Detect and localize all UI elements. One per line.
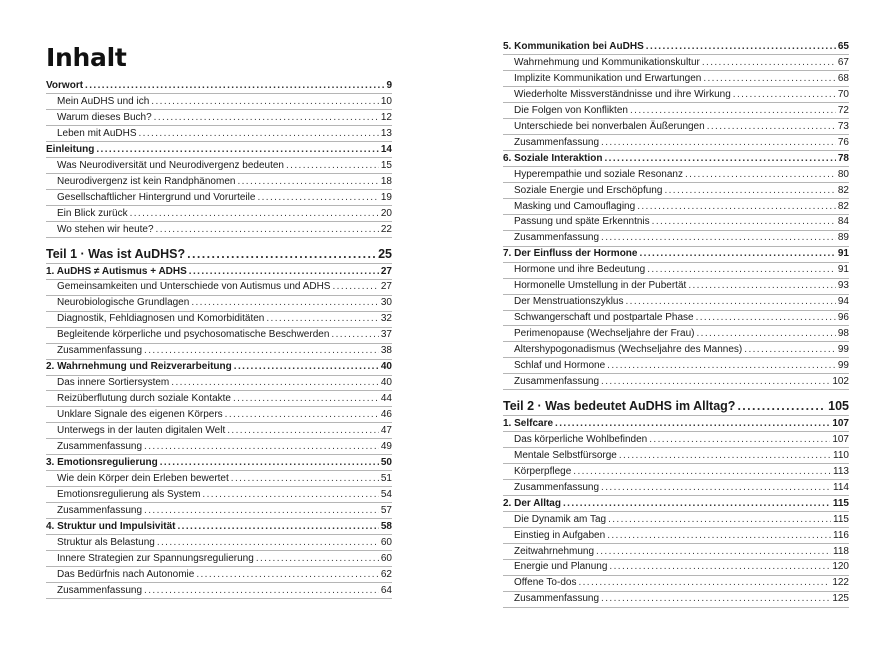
toc-entry-sub xyxy=(46,568,392,582)
toc-entry-chapter xyxy=(503,247,849,261)
dot-leader xyxy=(144,584,379,598)
toc-entry-sub xyxy=(503,136,849,150)
toc-entry-page-number: 20 xyxy=(380,207,392,219)
toc-entry-part xyxy=(503,398,849,414)
toc-entry-label: Einstieg in Aufgaben xyxy=(514,529,606,541)
dot-leader xyxy=(225,408,379,422)
toc-entry-sub xyxy=(46,408,392,422)
toc-entry-part xyxy=(46,246,392,262)
toc-entry-label: Emotionsregulierung als System xyxy=(57,488,201,500)
toc-entry-sub xyxy=(503,529,849,543)
dot-leader xyxy=(234,360,379,374)
dot-leader xyxy=(625,295,835,309)
toc-entry-page-number: 51 xyxy=(380,472,392,484)
toc-entry-sub xyxy=(503,327,849,341)
toc-entry-label: Offene To-dos xyxy=(514,577,577,589)
toc-entry-sub xyxy=(503,184,849,198)
toc-entry-sub xyxy=(503,104,849,118)
toc-entry-sub xyxy=(46,312,392,326)
toc-entry-label: Reizüberflutung durch soziale Kontakte xyxy=(57,393,231,405)
toc-entry-page-number: 76 xyxy=(837,136,849,148)
toc-entry-chapter xyxy=(503,40,849,54)
dot-leader xyxy=(202,488,378,502)
toc-entry-page-number: 99 xyxy=(837,360,849,371)
toc-entry-label: Zusammenfassung xyxy=(57,504,143,516)
toc-entry-sub xyxy=(503,72,849,86)
toc-entry-sub xyxy=(46,223,392,237)
dot-leader xyxy=(647,263,836,277)
toc-entry-label: Hyperempathie und soziale Resonanz xyxy=(514,168,683,180)
toc-entry-page-number: 91 xyxy=(837,248,849,260)
dot-leader xyxy=(144,504,379,518)
toc-entry-page-number: 58 xyxy=(380,520,392,532)
toc-entry-label: Innere Strategien zur Spannungsregulierung xyxy=(57,552,254,564)
toc-entry-page-number: 32 xyxy=(380,313,392,325)
toc-entry-label: 3. Emotionsregulierung xyxy=(46,456,158,468)
dot-leader xyxy=(85,79,384,93)
toc-entry-label: Neurobiologische Grundlagen xyxy=(57,297,190,309)
toc-entry-sub xyxy=(503,279,849,293)
dot-leader xyxy=(257,191,378,205)
dot-leader xyxy=(286,159,379,173)
toc-entry-page-number: 80 xyxy=(837,168,849,180)
toc-entry-sub xyxy=(46,392,392,406)
dot-leader xyxy=(608,513,831,527)
toc-entry-label: Perimenopause (Wechseljahre der Frau) xyxy=(514,328,695,340)
dot-leader xyxy=(237,175,378,189)
toc-entry-page-number: 68 xyxy=(837,72,849,84)
toc-entry-page-number: 13 xyxy=(380,127,392,139)
dot-leader xyxy=(139,127,379,141)
toc-entry-sub xyxy=(503,311,849,325)
toc-entry-label: Gesellschaftlicher Hintergrund und Vorurteile xyxy=(57,191,256,203)
toc-entry-sub xyxy=(503,545,849,559)
dot-leader xyxy=(130,207,379,221)
dot-leader xyxy=(189,265,379,279)
dot-leader xyxy=(688,279,836,293)
toc-entry-page-number: 113 xyxy=(833,465,849,477)
dot-leader xyxy=(637,200,836,214)
toc-entry-label: Begleitende körperliche und psychosomatische Beschwerden xyxy=(57,329,330,341)
toc-entry-sub xyxy=(46,488,392,502)
toc-entry-sub xyxy=(46,344,392,358)
toc-entry-sub xyxy=(46,424,392,438)
toc-entry-page-number: 107 xyxy=(832,433,849,445)
toc-entry-page-number: 98 xyxy=(837,328,849,340)
dot-leader xyxy=(196,568,379,582)
toc-entry-label: Zusammenfassung xyxy=(57,584,143,596)
toc-entry-sub xyxy=(503,88,849,102)
toc-entry-label: Körperpflege xyxy=(514,465,572,477)
toc-separator xyxy=(503,607,849,608)
toc-entry-page-number: 65 xyxy=(837,41,849,52)
toc-entry-label: 4. Struktur und Impulsivität xyxy=(46,520,176,532)
toc-entry-label: 6. Soziale Interaktion xyxy=(503,152,603,164)
dot-leader xyxy=(151,95,379,109)
toc-entry-page-number: 122 xyxy=(832,577,849,589)
toc-entry-sub xyxy=(46,175,392,189)
toc-entry-label: Das körperliche Wohlbefinden xyxy=(514,433,648,445)
toc-entry-page-number: 46 xyxy=(380,409,392,421)
dot-leader xyxy=(649,433,830,447)
toc-entry-sub xyxy=(46,111,392,125)
toc-entry-sub xyxy=(46,127,392,141)
toc-entry-label: Was Neurodiversität und Neurodivergenz bedeuten xyxy=(57,159,284,171)
toc-entry-label: Wahrnehmung und Kommunikationskultur xyxy=(514,56,700,68)
toc-entry-sub xyxy=(503,592,849,606)
toc-entry-label: Zusammenfassung xyxy=(514,375,600,387)
dot-leader xyxy=(144,344,379,358)
toc-entry-page-number: 93 xyxy=(837,280,849,292)
toc-entry-chapter xyxy=(46,360,392,374)
toc-entry-page-number: 60 xyxy=(380,552,392,564)
dot-leader xyxy=(737,398,826,414)
toc-entry-label: Implizite Kommunikation und Erwartungen xyxy=(514,72,702,84)
toc-entry-sub xyxy=(503,560,849,574)
toc-entry-sub xyxy=(503,481,849,495)
toc-entry-label: Wie dein Körper dein Erleben bewertet xyxy=(57,472,229,484)
toc-entry-label: Unterwegs in der lauten digitalen Welt xyxy=(57,425,226,436)
toc-entry-page-number: 70 xyxy=(837,88,849,100)
toc-entry-page-number: 84 xyxy=(837,216,849,228)
toc-entry-label: Soziale Energie und Erschöpfung xyxy=(514,184,663,196)
toc-entry-page-number: 125 xyxy=(832,593,849,605)
toc-entry-page-number: 9 xyxy=(386,80,392,91)
toc-entry-label: Teil 1 · Was ist AuDHS? xyxy=(46,246,186,261)
toc-entry-page-number: 10 xyxy=(380,95,392,107)
dot-leader xyxy=(601,231,836,245)
dot-leader xyxy=(596,545,831,559)
dot-leader xyxy=(256,552,379,566)
dot-leader xyxy=(601,375,830,389)
dot-leader xyxy=(685,168,836,182)
toc-entry-sub xyxy=(503,56,849,70)
toc-entry-label: Das innere Sortiersystem xyxy=(57,377,170,389)
toc-entry-page-number: 82 xyxy=(837,200,849,212)
toc-entry-page-number: 15 xyxy=(380,159,392,171)
toc-entry-label: Einleitung xyxy=(46,143,95,155)
dot-leader xyxy=(154,111,379,125)
toc-entry-page-number: 72 xyxy=(837,104,849,116)
toc-entry-sub xyxy=(503,231,849,245)
toc-entry-page-number: 54 xyxy=(380,488,392,500)
toc-entry-label: 1. AuDHS ≠ Autismus + ADHS xyxy=(46,265,187,277)
dot-leader xyxy=(619,449,831,463)
dot-leader xyxy=(652,215,836,229)
toc-entry-page-number: 60 xyxy=(380,536,392,548)
dot-leader xyxy=(160,456,379,470)
dot-leader xyxy=(604,152,835,166)
toc-entry-page-number: 22 xyxy=(380,223,392,235)
toc-entry-sub xyxy=(503,576,849,590)
toc-entry-label: Unterschiede bei nonverbalen Äußerungen xyxy=(514,120,705,132)
toc-entry-label: Vorwort xyxy=(46,80,84,91)
page-title: Inhalt xyxy=(46,43,127,72)
dot-leader xyxy=(227,424,379,438)
toc-entry-sub xyxy=(46,159,392,173)
dot-leader xyxy=(266,312,379,326)
toc-entry-page-number: 18 xyxy=(380,175,392,187)
toc-entry-label: Zusammenfassung xyxy=(57,345,143,357)
dot-leader xyxy=(177,520,378,534)
dot-leader xyxy=(601,592,830,606)
dot-leader xyxy=(607,529,831,543)
toc-entry-page-number: 50 xyxy=(380,456,392,468)
toc-entry-sub xyxy=(46,280,392,294)
dot-leader xyxy=(733,88,836,102)
toc-entry-label: Teil 2 · Was bedeutet AuDHS im Alltag? xyxy=(503,398,736,413)
toc-entry-label: Hormone und ihre Bedeutung xyxy=(514,264,646,276)
toc-entry-label: Diagnostik, Fehldiagnosen und Komorbiditäten xyxy=(57,313,265,325)
toc-entry-page-number: 73 xyxy=(837,120,849,132)
toc-entry-chapter xyxy=(503,417,849,431)
dot-leader xyxy=(703,72,836,86)
toc-entry-page-number: 49 xyxy=(380,440,392,452)
toc-entry-label: Neurodivergenz ist kein Randphänomen xyxy=(57,175,236,187)
toc-entry-label: Ein Blick zurück xyxy=(57,207,128,219)
toc-entry-page-number: 91 xyxy=(837,264,849,276)
dot-leader xyxy=(646,40,836,54)
toc-entry-page-number: 110 xyxy=(833,449,849,461)
toc-entry-page-number: 38 xyxy=(380,345,392,357)
toc-entry-page-number: 25 xyxy=(378,246,392,261)
toc-entry-label: Zusammenfassung xyxy=(57,440,143,452)
toc-entry-page-number: 12 xyxy=(380,111,392,123)
dot-leader xyxy=(573,465,831,479)
toc-entry-label: 2. Der Alltag xyxy=(503,497,561,509)
toc-entry-sub xyxy=(46,440,392,454)
toc-entry-label: 1. Selfcare xyxy=(503,417,554,429)
dot-leader xyxy=(702,56,836,70)
toc-entry-label: Zusammenfassung xyxy=(514,593,600,605)
toc-entry-sub xyxy=(46,536,392,550)
toc-entry-label: Zeitwahrnehmung xyxy=(514,545,595,557)
dot-leader xyxy=(601,481,831,495)
dot-leader xyxy=(191,296,379,310)
toc-entry-sub xyxy=(503,359,849,373)
toc-entry-label: Das Bedürfnis nach Autonomie xyxy=(57,568,195,580)
toc-entry-label: Gemeinsamkeiten und Unterschiede von Autismus und ADHS xyxy=(57,281,331,293)
toc-entry-label: Zusammenfassung xyxy=(514,232,600,244)
toc-entry-sub xyxy=(503,449,849,463)
toc-entry-label: Passung und späte Erkenntnis xyxy=(514,216,650,228)
toc-entry-label: Der Menstruationszyklus xyxy=(514,296,624,308)
toc-entry-sub xyxy=(46,472,392,486)
toc-entry-page-number: 94 xyxy=(837,296,849,308)
dot-leader xyxy=(157,536,379,550)
toc-entry-page-number: 78 xyxy=(837,152,849,164)
toc-entry-sub xyxy=(503,295,849,309)
toc-entry-page-number: 120 xyxy=(832,561,849,573)
toc-entry-page-number: 82 xyxy=(837,184,849,196)
toc-entry-sub xyxy=(46,328,392,342)
toc-entry-chapter xyxy=(46,143,392,157)
dot-leader xyxy=(555,417,830,431)
dot-leader xyxy=(231,472,379,486)
dot-leader xyxy=(578,576,830,590)
toc-entry-sub xyxy=(503,343,849,357)
toc-entry-label: Unklare Signale des eigenen Körpers xyxy=(57,409,223,421)
toc-entry-label: Schlaf und Hormone xyxy=(514,360,606,371)
toc-entry-sub xyxy=(503,120,849,134)
dot-leader xyxy=(563,497,831,511)
dot-leader xyxy=(639,247,835,261)
toc-entry-page-number: 47 xyxy=(380,425,392,436)
toc-entry-label: Energie und Planung xyxy=(514,561,608,573)
toc-entry-page-number: 27 xyxy=(380,281,392,293)
toc-entry-label: Masking und Camouflaging xyxy=(514,200,636,212)
toc-entry-page-number: 115 xyxy=(833,513,849,525)
toc-entry-page-number: 64 xyxy=(380,584,392,596)
toc-entry-page-number: 115 xyxy=(832,497,849,509)
toc-entry-sub xyxy=(503,433,849,447)
toc-entry-page-number: 62 xyxy=(380,568,392,580)
toc-separator xyxy=(503,415,849,416)
toc-separator xyxy=(46,263,392,264)
toc-entry-sub xyxy=(46,95,392,109)
toc-entry-label: Die Folgen von Konflikten xyxy=(514,104,628,116)
dot-leader xyxy=(664,184,835,198)
toc-entry-page-number: 107 xyxy=(832,417,849,429)
toc-entry-page-number: 14 xyxy=(380,143,392,155)
toc-entry-label: Mentale Selbstfürsorge xyxy=(514,449,617,461)
toc-entry-chapter xyxy=(46,520,392,534)
toc-entry-sub xyxy=(503,215,849,229)
toc-entry-label: Leben mit AuDHS xyxy=(57,127,137,139)
toc-entry-chapter xyxy=(46,79,392,93)
dot-leader xyxy=(332,280,378,294)
toc-entry-sub xyxy=(46,376,392,390)
dot-leader xyxy=(187,246,376,262)
dot-leader xyxy=(601,136,836,150)
toc-entry-label: Altershypogonadismus (Wechseljahre des Mannes) xyxy=(514,344,743,356)
dot-leader xyxy=(96,143,379,157)
toc-entry-label: 2. Wahrnehmung und Reizverarbeitung xyxy=(46,361,232,373)
toc-entry-page-number: 67 xyxy=(837,56,849,68)
toc-entry-page-number: 57 xyxy=(380,504,392,516)
toc-entry-sub xyxy=(46,296,392,310)
toc-entry-chapter xyxy=(503,152,849,166)
toc-entry-page-number: 37 xyxy=(380,329,392,341)
toc-entry-sub xyxy=(503,375,849,389)
toc-entry-label: 5. Kommunikation bei AuDHS xyxy=(503,41,644,52)
toc-entry-page-number: 40 xyxy=(380,377,392,389)
toc-entry-sub xyxy=(46,191,392,205)
toc-entry-label: Mein AuDHS und ich xyxy=(57,95,150,107)
toc-entry-label: Wo stehen wir heute? xyxy=(57,223,154,235)
toc-entry-page-number: 19 xyxy=(380,191,392,203)
dot-leader xyxy=(630,104,836,118)
toc-entry-chapter xyxy=(46,265,392,279)
toc-entry-label: Schwangerschaft und postpartale Phase xyxy=(514,312,694,324)
dot-leader xyxy=(171,376,379,390)
toc-entry-label: Warum dieses Buch? xyxy=(57,111,152,123)
dot-leader xyxy=(331,328,378,342)
toc-entry-page-number: 89 xyxy=(837,232,849,244)
toc-entry-sub xyxy=(46,584,392,598)
dot-leader xyxy=(609,560,830,574)
toc-entry-page-number: 30 xyxy=(380,297,392,309)
toc-entry-chapter xyxy=(46,456,392,470)
toc-entry-label: Zusammenfassung xyxy=(514,136,600,148)
toc-entry-label: Wiederholte Missverständnisse und ihre Wirkung xyxy=(514,88,731,100)
toc-entry-sub xyxy=(503,513,849,527)
toc-entry-page-number: 114 xyxy=(833,481,849,493)
dot-leader xyxy=(233,392,379,406)
toc-separator xyxy=(503,389,849,390)
toc-entry-sub xyxy=(503,263,849,277)
toc-entry-page-number: 99 xyxy=(837,344,849,356)
toc-entry-label: 7. Der Einfluss der Hormone xyxy=(503,248,638,260)
toc-entry-page-number: 27 xyxy=(380,265,392,277)
toc-separator xyxy=(46,237,392,238)
toc-entry-label: Zusammenfassung xyxy=(514,481,600,493)
toc-entry-page-number: 116 xyxy=(833,529,849,541)
toc-entry-sub xyxy=(46,504,392,518)
toc-entry-label: Die Dynamik am Tag xyxy=(514,513,607,525)
dot-leader xyxy=(607,359,836,373)
toc-entry-sub xyxy=(503,168,849,182)
toc-entry-page-number: 40 xyxy=(380,361,392,373)
toc-entry-sub xyxy=(503,200,849,214)
toc-entry-page-number: 105 xyxy=(828,398,849,413)
toc-entry-label: Struktur als Belastung xyxy=(57,536,155,548)
dot-leader xyxy=(144,440,379,454)
toc-entry-label: Hormonelle Umstellung in der Pubertät xyxy=(514,280,687,292)
toc-entry-page-number: 102 xyxy=(832,375,849,387)
toc-entry-page-number: 96 xyxy=(837,312,849,324)
toc-entry-chapter xyxy=(503,497,849,511)
dot-leader xyxy=(696,311,836,325)
toc-entry-page-number: 44 xyxy=(380,393,392,405)
toc-entry-sub xyxy=(46,552,392,566)
toc-separator xyxy=(46,598,392,599)
dot-leader xyxy=(707,120,836,134)
dot-leader xyxy=(696,327,835,341)
dot-leader xyxy=(156,223,379,237)
toc-entry-page-number: 118 xyxy=(833,545,849,557)
dot-leader xyxy=(744,343,836,357)
toc-entry-sub xyxy=(46,207,392,221)
toc-entry-sub xyxy=(503,465,849,479)
